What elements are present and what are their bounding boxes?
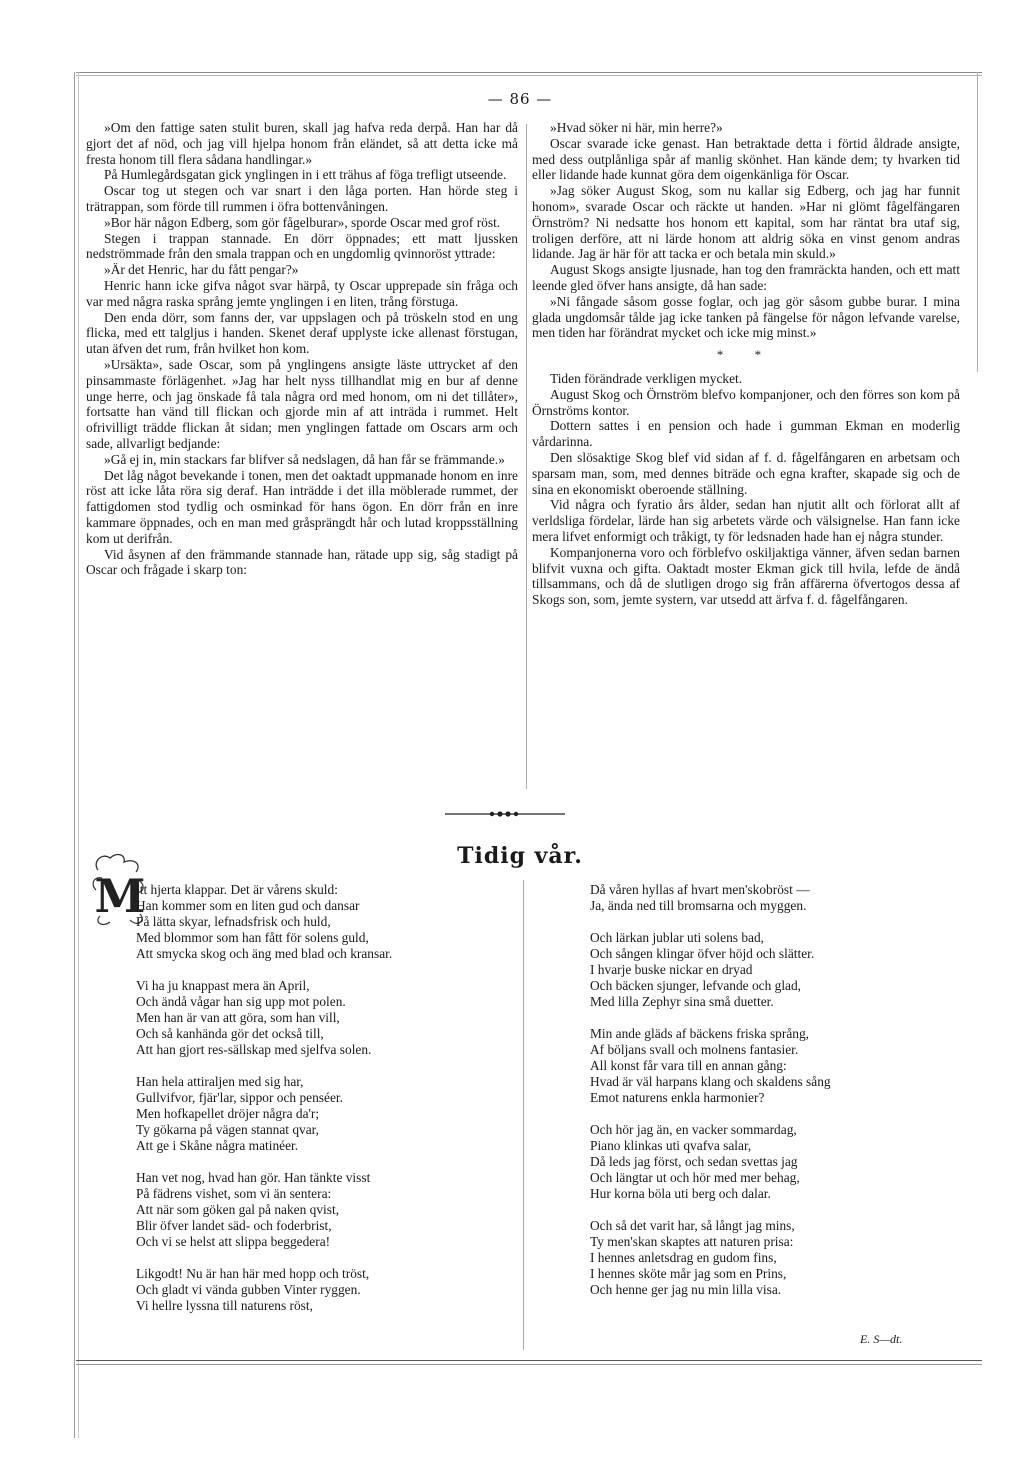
poem-line: Han hela attiraljen med sig har, [136,1074,304,1090]
paragraph: Henric hann icke gifva något svar härpå, ty Oscar upprepade sin fråga och var med några raska språng jemte ynglingen i en liten, trång förstuga. [86,277,518,309]
page-frame-right [977,72,978,372]
paragraph: På Humlegårdsgatan gick ynglingen in i ett trähus af föga trefligt utseende. [104,167,507,183]
poem-line: Och lärkan jublar uti solens bad, [590,930,765,946]
poem-line: Blir öfver landet säd- och foderbrist, [136,1217,332,1233]
poem-left-column [136,882,516,1330]
paragraph: August Skogs ansigte ljusnade, han tog den framräckta handen, och ett matt leende gled öfver hans ansigte, då han sade: [532,262,960,293]
paragraph: Den slösaktige Skog blef vid sidan af f. d. fågelfångaren en arbetsam och sparsam man, som, med dennes biträde och egna krafter, skapade sig och de sina en ekonomiskt oberoende ställning. [532,449,960,497]
page-frame-left [74,72,75,1438]
paragraph: »Om den fattige saten stulit buren, skall jag hafva reda derpå. Han har då gjort det af nöd, och jag vill hjelpa honom från eländet, så att detta icke må fresta honom till flera sådana handlingar.» [86,120,518,167]
paragraph: »Är det Henric, har du fått pengar?» [104,262,299,278]
poem-column-divider [523,880,524,1350]
initial-letter: M [94,869,146,923]
author-signature: E. S—dt. [860,1332,903,1346]
poem-line: Och gladt vi vända gubben Vinter ryggen. [136,1282,361,1298]
poem-line: Då leds jag först, och sedan svettas jag [590,1154,798,1170]
poem-line: Att ge i Skåne några matinéer. [136,1137,299,1153]
poem-line: Med lilla Zephyr sina små duetter. [590,993,774,1009]
paragraph: »Ni fångade såsom gosse foglar, och jag gör såsom gubbe burar. I mina glada ungdomsår tålde jag icke tanken på fängelse för någon lefvande varelse, men tiden har förändrat mycket och icke mig minst.» [532,293,960,341]
poem-line: I hennes anletsdrag en gudom fins, [590,1250,777,1266]
poem-line: Men hofkapellet dröjer några da'r; [136,1105,320,1121]
paragraph: »Bor här någon Edberg, som gör fågelburar», sporde Oscar med grof röst. [104,214,501,230]
poem-stanza [590,930,970,1010]
right-column [532,120,960,608]
poem-line: Han kommer som en liten gud och dansar [136,897,360,913]
paragraph: Stegen i trappan stannade. En dörr öppnades; ett matt ljussken nedströmmade från den smala trappan och en ungdomlig qvinnoröst yttrade: [86,230,518,262]
paragraph: August Skog och Örnström blefvo kompanjoner, och den förres son kom på Örnströms kontor. [532,386,960,418]
poem-line: Ja, ända ned till bromsarna och myggen. [590,897,807,913]
poem-stanza [590,1026,970,1106]
poem-line: Att han gjort res-sällskap med sjelfva solen. [136,1041,372,1057]
paragraph: Oscar tog ut stegen och var snart i den låga porten. Han hörde steg i trätrappan, som förde till rummen i öfra bottenvåningen. [86,183,518,214]
page-number: — 86 — [487,90,553,108]
poem-line: itt hjerta klappar. Det är vårens skuld: [136,882,338,897]
poem-line: Att när som göken gal på naken qvist, [136,1201,340,1217]
poem-line: Ty gökarna på vägen stannat qvar, [136,1121,319,1137]
poem-line: Ty men'skan skaptes att naturen prisa: [590,1234,794,1250]
page-frame-top [76,72,982,73]
paragraph: »Gå ej in, min stackars far blifver så nedslagen, då han får se främmande.» [104,451,505,467]
paragraph: Den enda dörr, som fanns der, var uppslagen och på tröskeln stod en ung flicka, med ett talgljus i handen. Skenet deraf upplyste icke allenast förstugan, utan äfven det rum, från hvilket hon kom. [86,309,518,357]
paragraph: Tiden förändrade verkligen mycket. [550,370,743,386]
bottom-rule-inner [76,1364,982,1365]
poem-line: Piano klinkas uti qvafva salar, [590,1138,752,1154]
poem-stanza [136,978,516,1058]
poem-stanza [590,882,970,914]
page-frame-top-inner [76,75,982,76]
poem-line: Af böljans svall och molnens fantasier. [590,1042,799,1058]
paragraph: Oscar svarade icke genast. Han betraktade detta i förtid åldrade ansigte, med dess outplånliga spår af manlig skönhet. Han kände dem; ty hvarken tid eller lidande hade kunnat göra dem oigenkänliga för Oscar. [532,135,960,183]
poem-stanza [590,1218,970,1298]
paragraph: Vid några och fyratio års ålder, sedan han njutit allt och förlorat allt af verldsliga fördelar, lärde han sig arbetets värde och välsignelse. Han fann icke mera lifvet enformigt och tråkigt, ty för ledsnaden hade han ej några stunder. [532,497,960,544]
poem-line: Men han är van att göra, som han vill, [136,1009,340,1025]
poem-right-column [590,882,970,1314]
paragraph: Det låg något bevekande i tonen, men det oaktadt uppmanade honom en inre röst att icke låta röra sig deraf. Han inträdde i det illa möblerade rummet, der fattigdomen stod tydlig och osminkad för hans ögon. En dörr från en inre kammare öppnades, och en man med gråsprängdt hår och lutad kroppsställning kom ut derifrån. [86,467,518,546]
poem-line: Och sången klingar öfver höjd och slätter. [590,946,815,962]
poem-stanza [136,1170,516,1250]
column-divider [526,124,527,789]
poem-stanza [590,1122,970,1202]
poem-line: Vi hellre lyssna till naturens röst, [136,1297,313,1313]
poem-line: I hennes sköte mår jag som en Prins, [590,1266,787,1282]
poem-stanza [136,1074,516,1154]
poem-line: Och hör jag än, en vacker sommardag, [590,1122,797,1138]
poem-line: På lätta skyar, lefnadsfrisk och huld, [136,913,331,929]
poem-line: På fädrens vishet, som vi än sentera: [136,1186,332,1201]
poem-line: Med blommor som han fått för solens guld, [136,929,369,945]
ornament-divider-icon [440,808,570,820]
poem-line: Att smycka skog och äng med blad och kransar. [136,945,393,961]
poem-line: I hvarje buske nickar en dryad [590,962,753,978]
poem-line: Och ändå vågar han sig upp mot polen. [136,993,346,1009]
poem-line: All konst får vara till en annan gång: [590,1058,787,1074]
bottom-rule [76,1360,982,1361]
poem-line: Och längtar ut och hör med mer behag, [590,1170,800,1186]
poem-line: Och bäcken sjunger, lefvande och glad, [590,978,802,994]
poem-title: Tidig vår. [457,843,583,869]
paragraph: Dottern sattes i en pension och hade i gumman Ekman en moderlig vårdarinna. [532,418,960,450]
poem-stanza [136,1266,516,1314]
poem-line: Och henne ger jag nu min lilla visa. [590,1282,782,1298]
paragraph: Vid åsynen af den främmande stannade han, rätade upp sig, såg stadigt på Oscar och frågade i skarp ton: [86,546,518,578]
left-column [86,120,518,578]
poem-line: Han vet nog, hvad han gör. Han tänkte visst [136,1170,371,1186]
poem-line: Gullvifvor, fjär'lar, sippor och penséer. [136,1089,343,1105]
poem-line: Då våren hyllas af hvart men'skobröst — [590,882,810,897]
poem-line: Och vi se helst att slippa beggedera! [136,1233,331,1249]
poem-line: Min ande gläds af bäckens friska språng, [590,1026,810,1042]
poem-line: Och så kanhända gör det också till, [136,1025,324,1041]
paragraph: »Ursäkta», sade Oscar, som på ynglingens ansigte läste uttrycket af den pinsammaste förlägenhet. »Jag har helt nyss tillhandlat mig en bur af denne unge herre, och jag önskade få tala några ord med honom, om ni det tillåter», fortsatte han vänd till flickan och gjorde min af att inträda i rummet. Helt ofrivilligt trädde flickan åt sidan; men ynglingen fattade om Oscars arm och sade, allvarligt bedjande: [86,356,518,451]
poem-line: Hur korna böla uti berg och dalar. [590,1186,771,1201]
page-frame-left-inner [78,72,79,1438]
poem-line: Vi ha ju knappast mera än April, [136,978,310,994]
section-break: * * [716,347,776,363]
paragraph: »Hvad söker ni här, min herre?» [550,120,723,135]
paragraph: »Jag söker August Skog, som nu kallar sig Edberg, och jag har funnit honom», svarade Oscar och räckte ut handen. »Har ni glömt fågelfängaren Örnström? Ni nedsatte hos honom ett kapital, som har räntat bra utaf sig, troligen derföre, att ni lärde honom att aldrig söka en vinst genom andras lidande. Jag är här för att tacka er och betala min skuld.» [532,183,960,262]
poem-line: Emot naturens enkla harmonier? [590,1089,765,1105]
poem-stanza [136,882,516,962]
poem-line: Och så det varit har, så långt jag mins, [590,1218,795,1234]
paragraph: Kompanjonerna voro och förblefvo oskiljaktiga vänner, äfven sedan barnen blifvit vuxna och gifta. Oaktadt moster Ekman gick till hvila, lefde de ändå tillsammans, och då de slutligen drogo sig från affärerna öfvertogos dessa af Skogs son, som, jemte systern, var utsedd att ärfva f. d. fågelfångaren. [532,544,960,608]
poem-line: Hvad är väl harpans klang och skaldens sång [590,1074,831,1090]
poem-line: Likgodt! Nu är han här med hopp och tröst, [136,1266,370,1282]
